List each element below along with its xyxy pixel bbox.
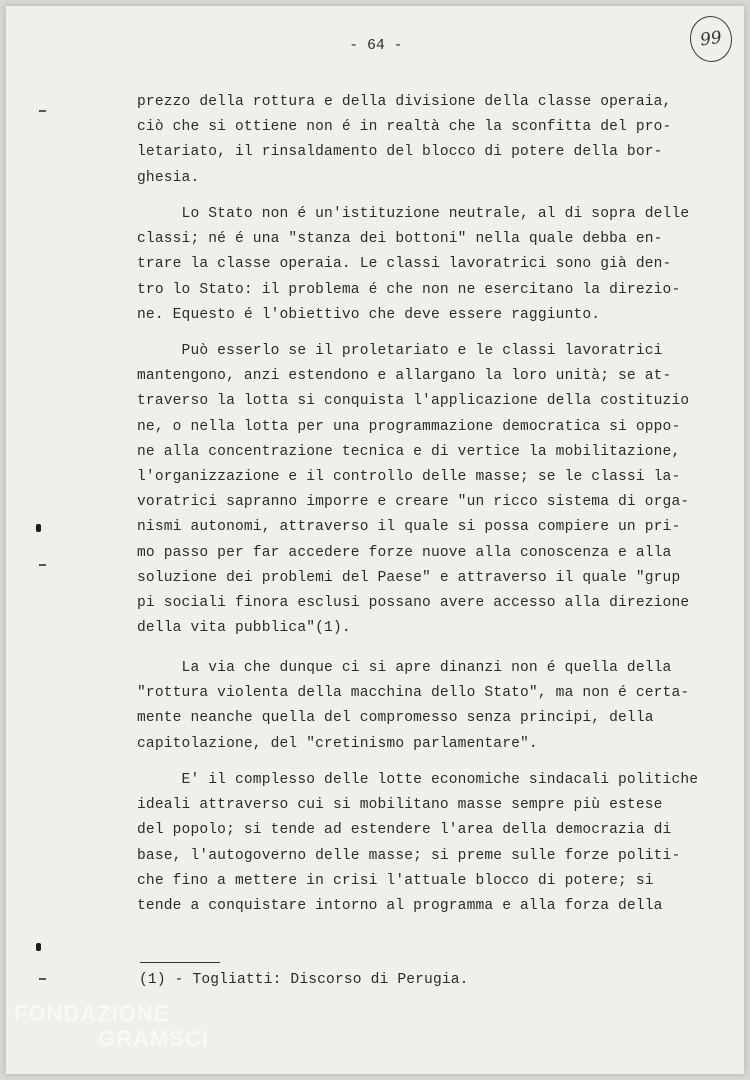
text-line: che fino a mettere in crisi l'attuale blocco di potere; si xyxy=(137,872,654,889)
text-line: ghesia. xyxy=(137,169,200,186)
text-line: nismi autonomi, attraverso il quale si possa compiere un pri- xyxy=(137,519,681,536)
text-line: classi; né é una "stanza dei bottoni" nella quale debba en- xyxy=(137,231,663,248)
paragraph-2 xyxy=(137,202,697,328)
text-line: voratrici sapranno imporre e creare "un ricco sistema di orga- xyxy=(137,494,690,511)
text-line: prezzo della rottura e della divisione della classe operaia, xyxy=(137,94,672,110)
margin-mark xyxy=(39,564,46,566)
footnote: (1) - Togliatti: Discorso di Perugia. xyxy=(139,972,469,988)
paragraph-3 xyxy=(137,339,697,641)
text-line: Può esserlo se il proletariato e le classi lavoratrici xyxy=(137,343,663,359)
text-line: ideali attraverso cui si mobilitano masse sempre più estese xyxy=(137,797,663,814)
text-line: Lo Stato non é un'istituzione neutrale, al di sopra delle xyxy=(137,206,690,222)
text-line: ciò che si ottiene non é in realtà che la sconfitta del pro- xyxy=(137,119,672,136)
text-line: capitolazione, del "cretinismo parlamentare". xyxy=(137,735,538,752)
text-line: trare la classe operaia. Le classi lavoratrici sono già den- xyxy=(137,256,672,273)
text-line: ne, o nella lotta per una programmazione democratica si oppo- xyxy=(137,418,681,435)
text-line: soluzione dei problemi del Paese" e attraverso il quale "grup xyxy=(137,569,681,586)
text-line: tende a conquistare intorno al programma e alla forza della xyxy=(137,897,663,914)
text-line: ne alla concentrazione tecnica e di vertice la mobilitazione, xyxy=(137,443,681,460)
footnote-divider xyxy=(140,962,220,963)
text-line: "rottura violenta della macchina dello Stato", ma non é certa- xyxy=(137,685,690,702)
text-line: mente neanche quella del compromesso senza principi, della xyxy=(137,710,654,727)
paragraph-5 xyxy=(137,768,697,919)
text-line: letariato, il rinsaldamento del blocco di potere della bor- xyxy=(137,144,663,161)
text-line: ne. Equesto é l'obiettivo che deve essere raggiunto. xyxy=(137,306,601,323)
archive-number-stamp: 99 xyxy=(687,13,735,64)
punch-hole-mark xyxy=(36,524,41,532)
paragraph-1 xyxy=(137,90,697,191)
margin-mark xyxy=(39,978,46,980)
text-line: E' il complesso delle lotte economiche sindacali politiche xyxy=(137,772,699,788)
text-line: tro lo Stato: il problema é che non ne esercitano la direzio- xyxy=(137,281,681,298)
margin-mark xyxy=(39,110,46,112)
document-page xyxy=(6,6,744,1074)
watermark-logo-line2: GRAMSCI xyxy=(98,1026,209,1051)
text-line: La via che dunque ci si apre dinanzi non é quella della xyxy=(137,660,672,676)
watermark-logo: FONDAZIONE xyxy=(14,1001,170,1026)
text-line: l'organizzazione e il controllo delle masse; se le classi la- xyxy=(137,468,681,485)
paragraph-4 xyxy=(137,656,697,757)
text-line: pi sociali finora esclusi possano avere accesso alla direzione xyxy=(137,594,690,611)
text-line: mantengono, anzi estendono e allargano la loro unità; se at- xyxy=(137,368,672,385)
text-line: del popolo; si tende ad estendere l'area della democrazia di xyxy=(137,822,672,839)
page-number: - 64 - xyxy=(349,38,403,54)
punch-hole-mark xyxy=(36,943,41,951)
text-line: mo passo per far accedere forze nuove alla conoscenza e alla xyxy=(137,544,672,561)
text-line: della vita pubblica"(1). xyxy=(137,620,351,637)
text-line: traverso la lotta si conquista l'applicazione della costituzio xyxy=(137,393,690,410)
text-line: base, l'autogoverno delle masse; si preme sulle forze politi- xyxy=(137,847,681,864)
